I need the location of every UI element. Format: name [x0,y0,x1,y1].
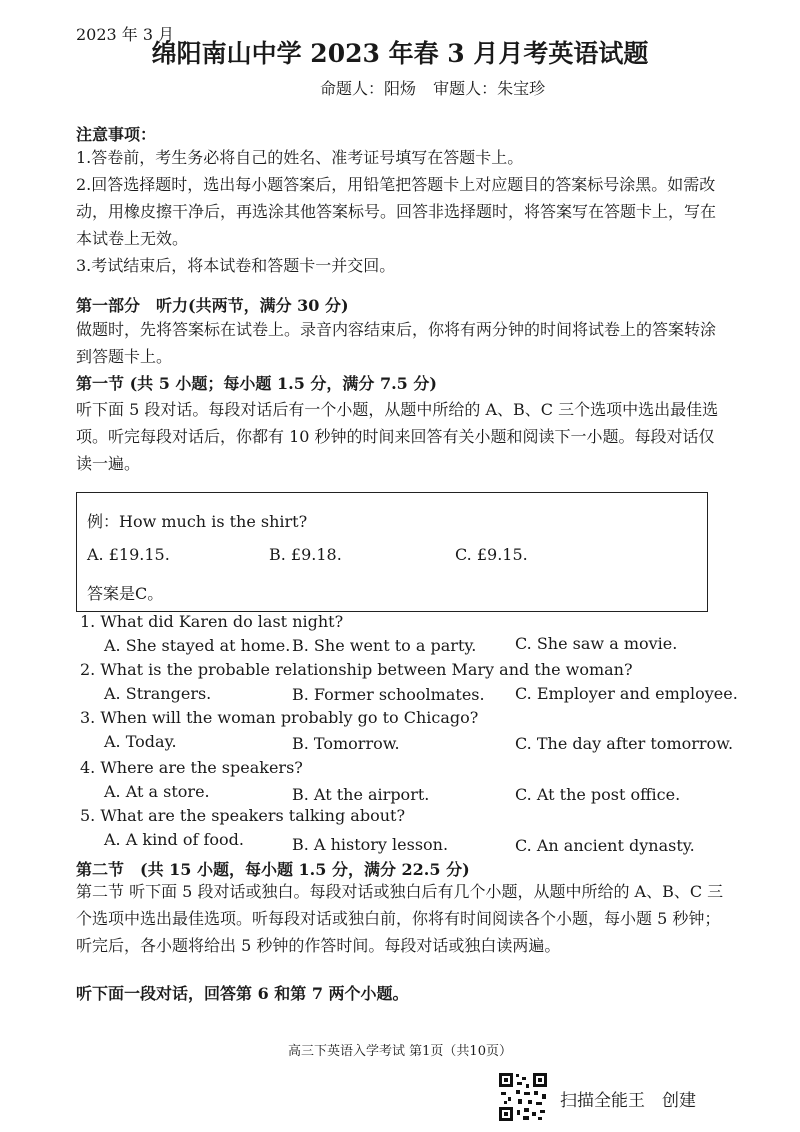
q5-option-a: A. A kind of food. [104,830,244,849]
q2-option-c: C. Employer and employee. [515,684,738,703]
example-question: 例：How much is the shirt? [87,512,308,531]
notice-item-1: 1.答卷前，考生务必将自己的姓名、准考证号填写在答题卡上。 [76,148,524,167]
byline [320,76,557,99]
page-footer: 高三下英语入学考试 第1页（共10页） [288,1044,512,1059]
q2-option-b: B. Former schoolmates. [292,685,485,704]
q4-option-c: C. At the post office. [515,785,681,804]
question-3: 3. When will the woman probably go to Chicago? [80,708,479,727]
section2-heading: 第二节 (共 15 小题，每小题 1.5 分，满分 22.5 分) [76,860,470,879]
q5-option-c: C. An ancient dynasty. [515,836,695,855]
question-4: 4. Where are the speakers? [80,758,303,777]
question-1: 1. What did Karen do last night? [80,612,344,631]
q4-option-b: B. At the airport. [292,785,430,804]
q1-option-c: C. She saw a movie. [515,634,678,653]
q3-option-c: C. The day after tomorrow. [515,734,734,753]
q1-option-a: A. She stayed at home. [104,636,291,655]
example-option-a: A. £19.15. [87,545,170,564]
section1-heading: 第一节 (共 5 小题；每小题 1.5 分，满分 7.5 分) [76,374,437,393]
example-option-c: C. £9.15. [455,545,528,564]
part1-heading: 第一部分 听力(共两节，满分 30 分) [76,296,349,315]
q3-option-a: A. Today. [104,732,177,751]
section2-instructions: 第二节 听下面 5 段对话或独白。每段对话或独白后有几个小题，从题中所给的 A、B、C 三个选项中选出最佳选项。听每段对话或独白前，你将有时间阅读各个小题，每小题 5 秒钟；听完后，各小题将给出 5 秒钟的作答时间。每段对话或独白读两遍。 [76,882,724,955]
reviewer: 审题人：朱宝珍 [433,79,546,98]
question-2: 2. What is the probable relationship between Mary and the woman? [80,660,633,679]
q2-option-a: A. Strangers. [104,684,212,703]
example-box [76,492,708,612]
scanner-watermark: 扫描全能王 创建 [560,1091,696,1111]
q3-option-b: B. Tomorrow. [292,734,400,753]
notice-item-3: 3.考试结束后，将本试卷和答题卡一并交回。 [76,256,396,275]
q4-option-a: A. At a store. [104,782,210,801]
section1-instructions: 听下面 5 段对话。每段对话后有一个小题，从题中所给的 A、B、C 三个选项中选出最佳选项。听完每段对话后，你都有 10 秒钟的时间来回答有关小题和阅读下一小题。每段对话仅读一遍。 [76,400,719,473]
example-option-b: B. £9.18. [269,545,342,564]
q1-option-b: B. She went to a party. [292,636,477,655]
part1-instructions: 做题时，先将答案标在试卷上。录音内容结束后，你将有两分钟的时间将试卷上的答案转涂到答题卡上。 [76,320,717,366]
notice-heading: 注意事项： [76,125,157,144]
q5-option-b: B. A history lesson. [292,835,449,854]
exam-title: 绵阳南山中学 2023 年春 3 月月考英语试题 [151,39,649,68]
qr-code-icon [498,1072,548,1122]
author: 命题人：阳炀 [320,79,417,98]
notice-item-2: 2.回答选择题时，选出每小题答案后，用铅笔把答题卡上对应题目的答案标号涂黑。如需改动，用橡皮擦干净后，再选涂其他答案标号。回答非选择题时，将答案写在答题卡上，写在本试卷上无效。 [76,175,717,248]
notice-list [76,144,726,279]
exam-date: 2023 年 3 月 [76,25,175,44]
question-5: 5. What are the speakers talking about? [80,806,406,825]
section2-prompt: 听下面一段对话，回答第 6 和第 7 两个小题。 [76,984,409,1003]
example-answer: 答案是C。 [87,584,164,603]
